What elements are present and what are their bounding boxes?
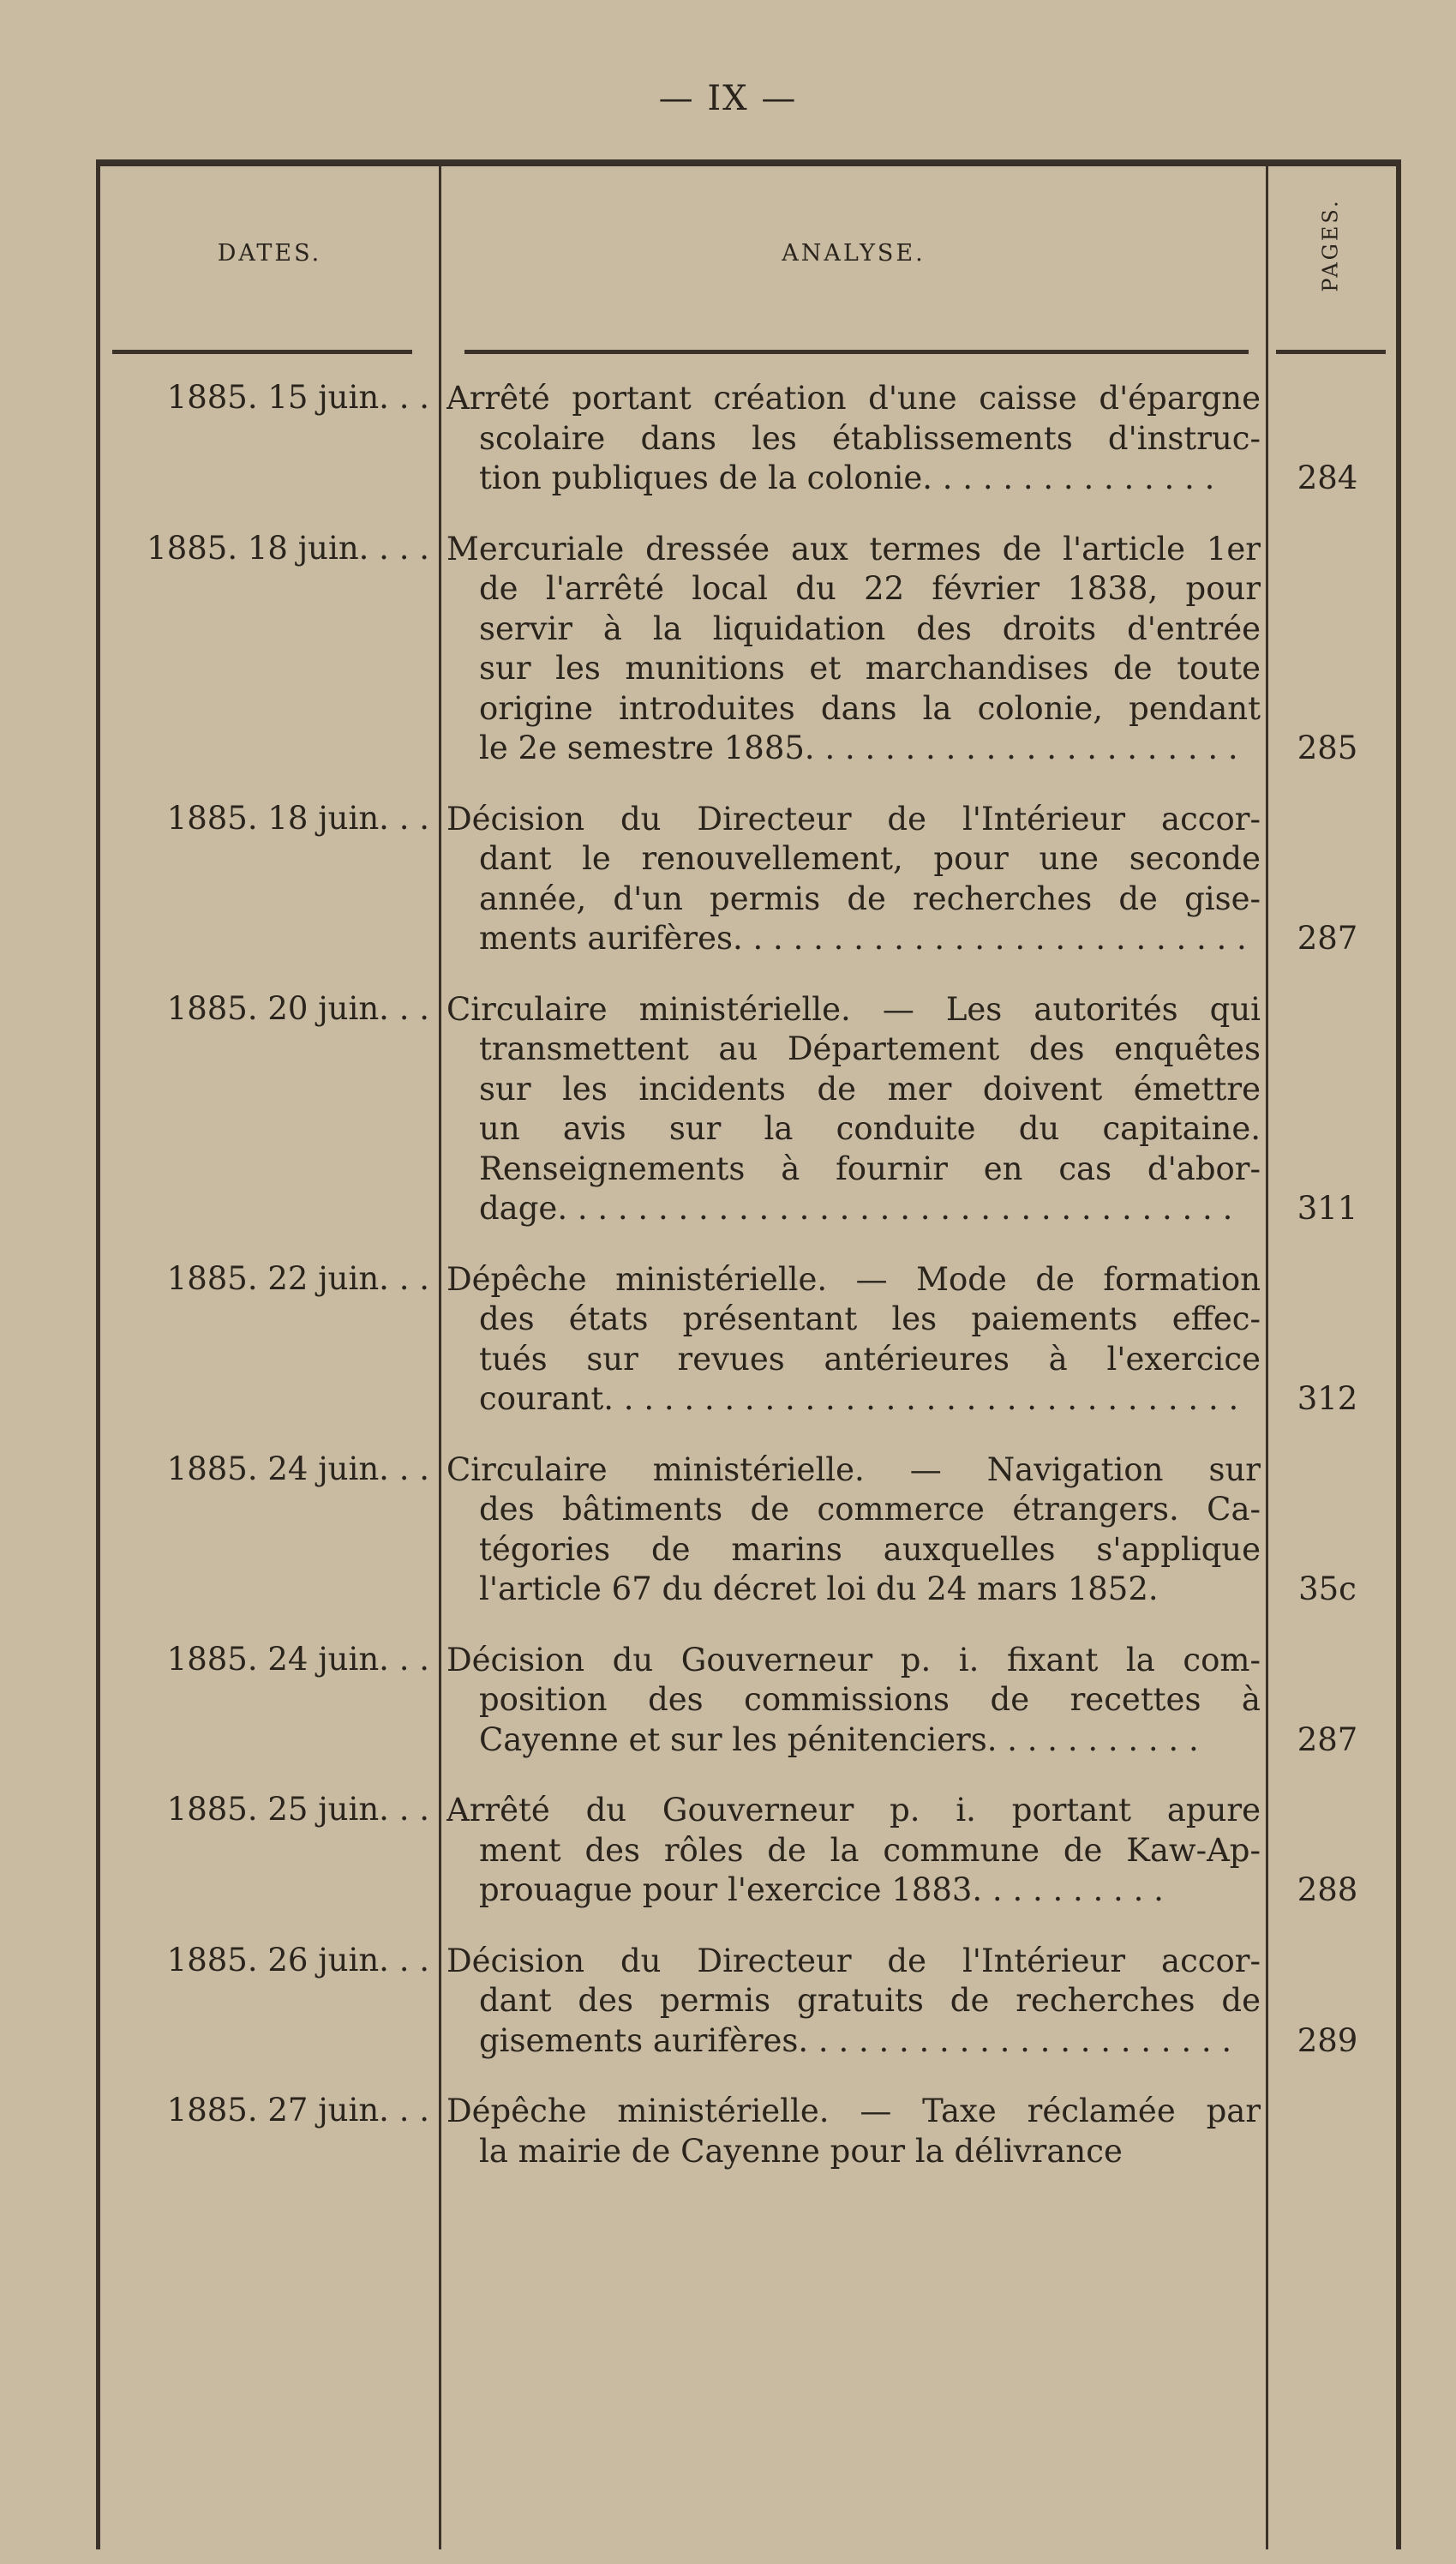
entry-analysis (446, 800, 1261, 959)
entry-analysis-line: sur les incidents de mer doivent émettre (479, 1070, 1261, 1108)
entry-analysis (446, 1942, 1261, 2062)
entry-page-number: 312 (1297, 1380, 1358, 1417)
entry-date: 1885. 27 juin. . . (166, 2092, 429, 2129)
entry-date: 1885. 26 juin. . . (166, 1941, 429, 1979)
entry-date: 1885. 18 juin. . . . (147, 529, 429, 567)
entry (100, 1260, 1396, 1420)
header-rule-dates (112, 350, 412, 354)
entry-analysis-line: dant des permis gratuits de recherches de (479, 1982, 1261, 2019)
entry-analysis-line: le 2e semestre 1885. . . . . . . . . . . . . . . . . . . . . . (479, 730, 1238, 766)
entry-analysis-line: Circulaire ministérielle. — Les autorités qui (446, 990, 1261, 1028)
entry-page-number: 287 (1297, 920, 1358, 957)
entry-date: 1885. 18 juin. . . (166, 799, 429, 837)
entry-analysis-line: scolaire dans les établissements d'instruc- (479, 419, 1261, 457)
entry-analysis-line: gisements aurifères. . . . . . . . . . . . . . . . . . . . . . (479, 2021, 1232, 2059)
entry-analysis-line: origine introduites dans la colonie, pendant (479, 689, 1261, 727)
entry-analysis-line: tués sur revues antérieures à l'exercice (479, 1340, 1261, 1378)
entry-page-number: 311 (1297, 1190, 1358, 1227)
entry-analysis-line: Dépêche ministérielle. — Mode de formation (446, 1260, 1261, 1298)
entry-date: 1885. 20 juin. . . (166, 989, 429, 1027)
entry-analysis-line: la mairie de Cayenne pour la délivrance (479, 2132, 1123, 2170)
entry-page-number: 289 (1297, 2021, 1358, 2059)
entry-analysis-line: sur les munitions et marchandises de toute (479, 650, 1261, 687)
entry-analysis-line: Arrêté du Gouverneur p. i. portant apure (446, 1792, 1261, 1828)
entry (100, 800, 1396, 959)
entry-analysis-line: Décision du Directeur de l'Intérieur accor- (446, 1942, 1261, 1979)
entry-page-number: 284 (1297, 459, 1358, 496)
entry-analysis-line: Mercuriale dressée aux termes de l'article 1er (446, 530, 1261, 567)
entry-page-number: 288 (1297, 1871, 1358, 1908)
entry (100, 530, 1396, 769)
entry-analysis-line: ments aurifères. . . . . . . . . . . . . . . . . . . . . . . . . . (479, 920, 1247, 957)
entry (100, 1641, 1396, 1761)
entry-analysis-line: Arrêté portant création d'une caisse d'épargne (446, 380, 1261, 417)
header-pages-label: PAGES. (1319, 198, 1343, 292)
entry-analysis-line: Décision du Directeur de l'Intérieur accor- (446, 800, 1261, 838)
entry (100, 379, 1396, 499)
entry (100, 1942, 1396, 2062)
entry-analysis-line: tégories de marins auxquelles s'applique (479, 1530, 1261, 1568)
header-rule-pages (1276, 350, 1386, 354)
entry-analysis-line: position des commissions de recettes à (479, 1681, 1261, 1718)
entry-date: 1885. 24 juin. . . (166, 1640, 429, 1678)
entry-analysis-line: Cayenne et sur les pénitenciers. . . . . . . . . . . (479, 1720, 1199, 1758)
entry-date: 1885. 15 juin. . . (166, 379, 429, 416)
entry-analysis-line: tion publiques de la colonie. . . . . . . . . . . . . . . (479, 459, 1215, 496)
entry-analysis-line: dant le renouvellement, pour une seconde (479, 840, 1261, 877)
entry-analysis-line: Renseignements à fournir en cas d'abor- (479, 1150, 1261, 1187)
entry-analysis (446, 1260, 1261, 1420)
entry-date: 1885. 24 juin. . . (166, 1450, 429, 1487)
folio-number: — IX — (658, 79, 798, 118)
header-analyse: ANALYSE. (782, 240, 926, 267)
entry-page-number: 285 (1297, 730, 1358, 766)
entry-analysis-line: des bâtiments de commerce étrangers. Ca- (479, 1491, 1261, 1528)
entry-analysis-line: Décision du Gouverneur p. i. fixant la com- (446, 1641, 1261, 1678)
entry-analysis (446, 990, 1261, 1229)
entry-analysis-line: des états présentant les paiements effec- (479, 1300, 1261, 1337)
entry-analysis (446, 2092, 1261, 2171)
entry-analysis (446, 530, 1261, 769)
entry (100, 990, 1396, 1229)
entry-analysis-line: servir à la liquidation des droits d'entrée (479, 609, 1261, 647)
entry (100, 2092, 1396, 2171)
entry-analysis-line: l'article 67 du décret loi du 24 mars 1852. (479, 1570, 1159, 1607)
entry (100, 1450, 1396, 1610)
entry (100, 1791, 1396, 1911)
entry-analysis-line: prouague pour l'exercice 1883. . . . . . . . . . (479, 1871, 1164, 1908)
entry-analysis-line: dage. . . . . . . . . . . . . . . . . . . . . . . . . . . . . . . . . . (479, 1190, 1233, 1227)
header-rule-analyse (464, 350, 1249, 354)
entry-analysis-line: transmettent au Département des enquêtes (479, 1030, 1261, 1067)
entry-analysis (446, 379, 1261, 499)
table-frame (96, 159, 1401, 2549)
entry-page-number: 35c (1298, 1570, 1357, 1607)
entry-analysis-line: de l'arrêté local du 22 février 1838, pour (479, 570, 1261, 607)
entry-analysis-line: Circulaire ministérielle. — Navigation sur (446, 1450, 1261, 1488)
header-pages (1273, 185, 1389, 305)
entry-analysis (446, 1450, 1261, 1610)
entry-page-number: 287 (1297, 1720, 1358, 1758)
entry-date: 1885. 22 juin. . . (166, 1259, 429, 1297)
entry-analysis-line: année, d'un permis de recherches de gise- (479, 880, 1261, 917)
entry-analysis-line: ment des rôles de la commune de Kaw-Ap- (479, 1831, 1261, 1869)
header-dates: DATES. (217, 240, 322, 267)
entry-analysis (446, 1641, 1261, 1761)
entry-analysis-line: courant. . . . . . . . . . . . . . . . . . . . . . . . . . . . . . . . (479, 1380, 1239, 1417)
entry-analysis (446, 1791, 1261, 1911)
entry-date: 1885. 25 juin. . . (166, 1791, 429, 1828)
entry-list (100, 379, 1396, 2202)
entry-analysis-line: un avis sur la conduite du capitaine. (479, 1110, 1261, 1147)
entry-analysis-line: Dépêche ministérielle. — Taxe réclamée par (446, 2093, 1261, 2129)
